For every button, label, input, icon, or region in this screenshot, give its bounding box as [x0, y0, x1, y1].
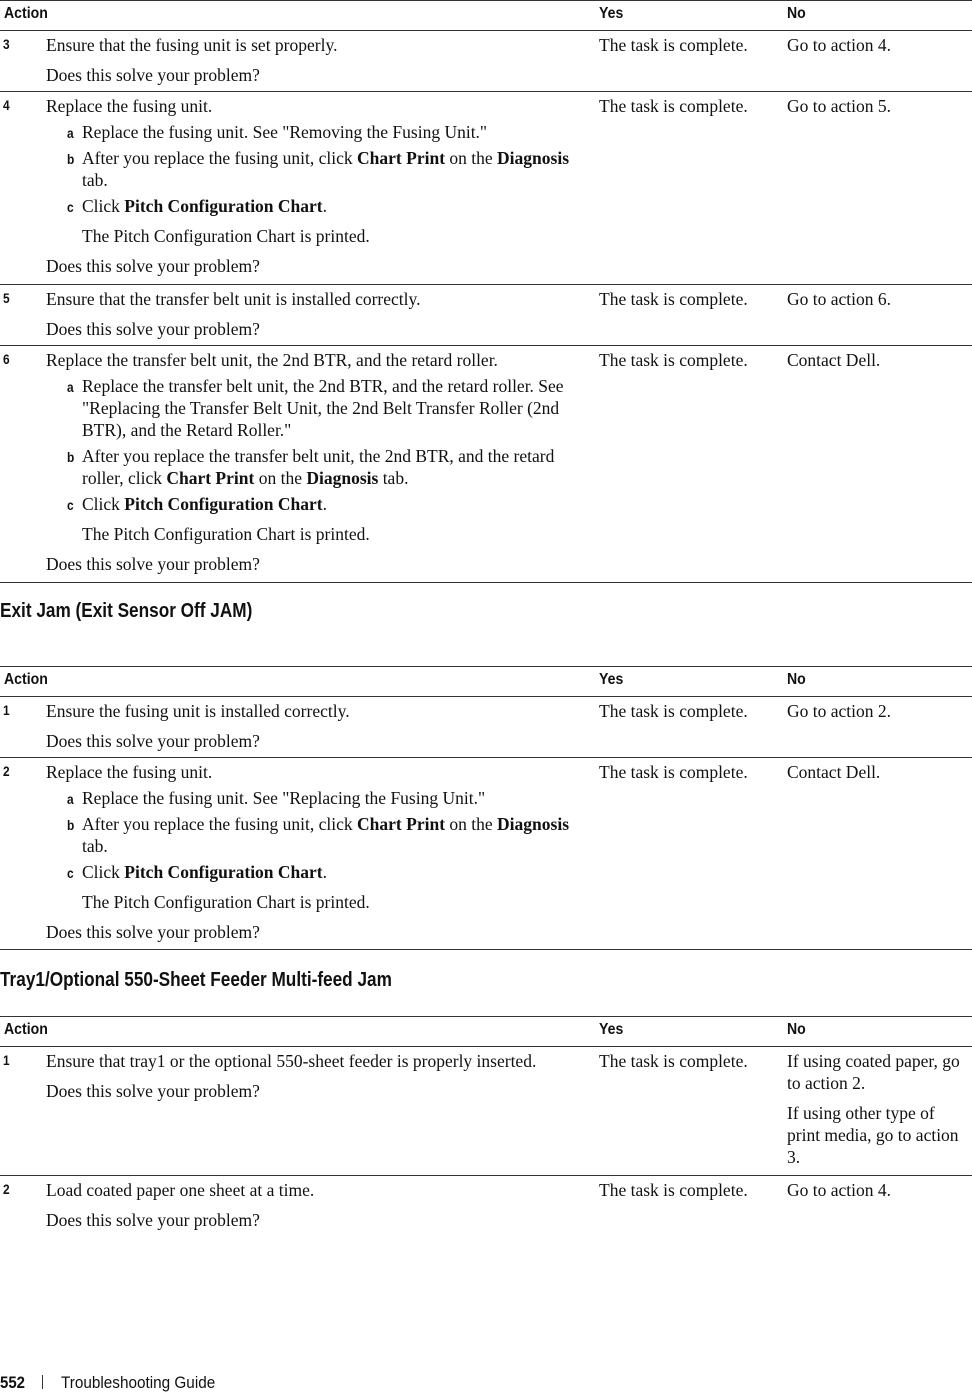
table-row — [0, 1047, 972, 1176]
row-number: 5 — [3, 290, 10, 306]
footer-divider — [42, 1375, 43, 1389]
step-note: The Pitch Configuration Chart is printed. — [82, 226, 370, 246]
step-b: b After you replace the fusing unit, click Chart Print on the Diagnosis tab. — [67, 814, 570, 856]
no-text: Contact Dell. — [787, 762, 881, 782]
table-row — [0, 1176, 972, 1236]
table-row — [0, 31, 972, 92]
step-note: The Pitch Configuration Chart is printed. — [82, 524, 370, 544]
table-row — [0, 758, 972, 950]
header-no: No — [787, 1021, 806, 1038]
question-text: Does this solve your problem? — [46, 256, 260, 276]
row-number: 2 — [3, 1181, 10, 1197]
yes-text: The task is complete. — [599, 701, 748, 721]
table-row — [0, 346, 972, 583]
action-text: Replace the transfer belt unit, the 2nd BTR, and the retard roller. — [46, 350, 498, 370]
table-header — [0, 666, 972, 697]
header-no: No — [787, 5, 806, 22]
yes-text: The task is complete. — [599, 350, 748, 370]
action-text: Ensure that tray1 or the optional 550-sheet feeder is properly inserted. — [46, 1051, 537, 1071]
step-c: c Click Pitch Configuration Chart. — [67, 862, 327, 882]
question-text: Does this solve your problem? — [46, 731, 260, 751]
no-text: If using coated paper, go to action 2. — [787, 1051, 960, 1093]
step-b: b After you replace the fusing unit, click Chart Print on the Diagnosis tab. — [67, 148, 570, 190]
row-number: 4 — [3, 97, 10, 113]
step-a: a Replace the transfer belt unit, the 2nd BTR, and the retard roller. See "Replacing the Transfer Belt Unit, the 2nd Belt Transfer Roller (2nd BTR), and the Retard Roller." — [67, 376, 564, 440]
question-text: Does this solve your problem? — [46, 319, 260, 339]
row-number: 1 — [3, 1052, 10, 1068]
page-number: 552 — [0, 1373, 25, 1392]
table-header — [0, 1016, 972, 1047]
row-number: 6 — [3, 351, 10, 367]
no-text: Go to action 5. — [787, 96, 892, 116]
header-no: No — [787, 671, 806, 688]
header-action: Action — [4, 671, 48, 688]
footer-title: Troubleshooting Guide — [61, 1373, 216, 1392]
table-row — [0, 285, 972, 346]
table-row — [0, 697, 972, 758]
action-text: Load coated paper one sheet at a time. — [46, 1180, 315, 1200]
header-action: Action — [4, 5, 48, 22]
no-text: Go to action 2. — [787, 701, 892, 721]
no-text: Go to action 4. — [787, 35, 892, 55]
question-text: Does this solve your problem? — [46, 922, 260, 942]
yes-text: The task is complete. — [599, 96, 748, 116]
action-text: Replace the fusing unit. — [46, 96, 213, 116]
header-action: Action — [4, 1021, 48, 1038]
action-text: Replace the fusing unit. — [46, 762, 213, 782]
action-text: Ensure that the fusing unit is set properly. — [46, 35, 338, 55]
no-text: Go to action 4. — [787, 1180, 892, 1200]
question-text: Does this solve your problem? — [46, 1210, 260, 1230]
section-title-exit-jam: Exit Jam (Exit Sensor Off JAM) — [0, 600, 253, 622]
page-footer — [0, 1373, 233, 1393]
yes-text: The task is complete. — [599, 289, 748, 309]
step-c: c Click Pitch Configuration Chart. — [67, 196, 327, 216]
step-b: b After you replace the transfer belt unit, the 2nd BTR, and the retard roller, click Chart Print on the Diagnosis tab. — [67, 446, 555, 488]
action-text: Ensure the fusing unit is installed correctly. — [46, 701, 350, 721]
step-c: c Click Pitch Configuration Chart. — [67, 494, 327, 514]
row-number: 2 — [3, 763, 10, 779]
header-yes: Yes — [599, 5, 624, 22]
no-text-alt: If using other type of print media, go to action 3. — [787, 1103, 959, 1167]
table-row — [0, 92, 972, 285]
question-text: Does this solve your problem? — [46, 65, 260, 85]
step-a: a Replace the fusing unit. See "Replacing the Fusing Unit." — [67, 788, 486, 808]
header-yes: Yes — [599, 1021, 624, 1038]
section-title-multifeed-jam: Tray1/Optional 550-Sheet Feeder Multi-feed Jam — [0, 969, 392, 991]
yes-text: The task is complete. — [599, 35, 748, 55]
action-text: Ensure that the transfer belt unit is installed correctly. — [46, 289, 421, 309]
no-text: Contact Dell. — [787, 350, 881, 370]
table-exit-jam — [0, 666, 972, 950]
question-text: Does this solve your problem? — [46, 1081, 260, 1101]
no-text: Go to action 6. — [787, 289, 892, 309]
table-top — [0, 0, 972, 583]
question-text: Does this solve your problem? — [46, 554, 260, 574]
yes-text: The task is complete. — [599, 1180, 748, 1200]
yes-text: The task is complete. — [599, 762, 748, 782]
row-number: 1 — [3, 702, 10, 718]
step-a: a Replace the fusing unit. See "Removing the Fusing Unit." — [67, 122, 488, 142]
step-note: The Pitch Configuration Chart is printed. — [82, 892, 370, 912]
row-number: 3 — [3, 36, 10, 52]
header-yes: Yes — [599, 671, 624, 688]
yes-text: The task is complete. — [599, 1051, 748, 1071]
table-header — [0, 0, 972, 31]
table-multifeed-jam — [0, 1016, 972, 1236]
